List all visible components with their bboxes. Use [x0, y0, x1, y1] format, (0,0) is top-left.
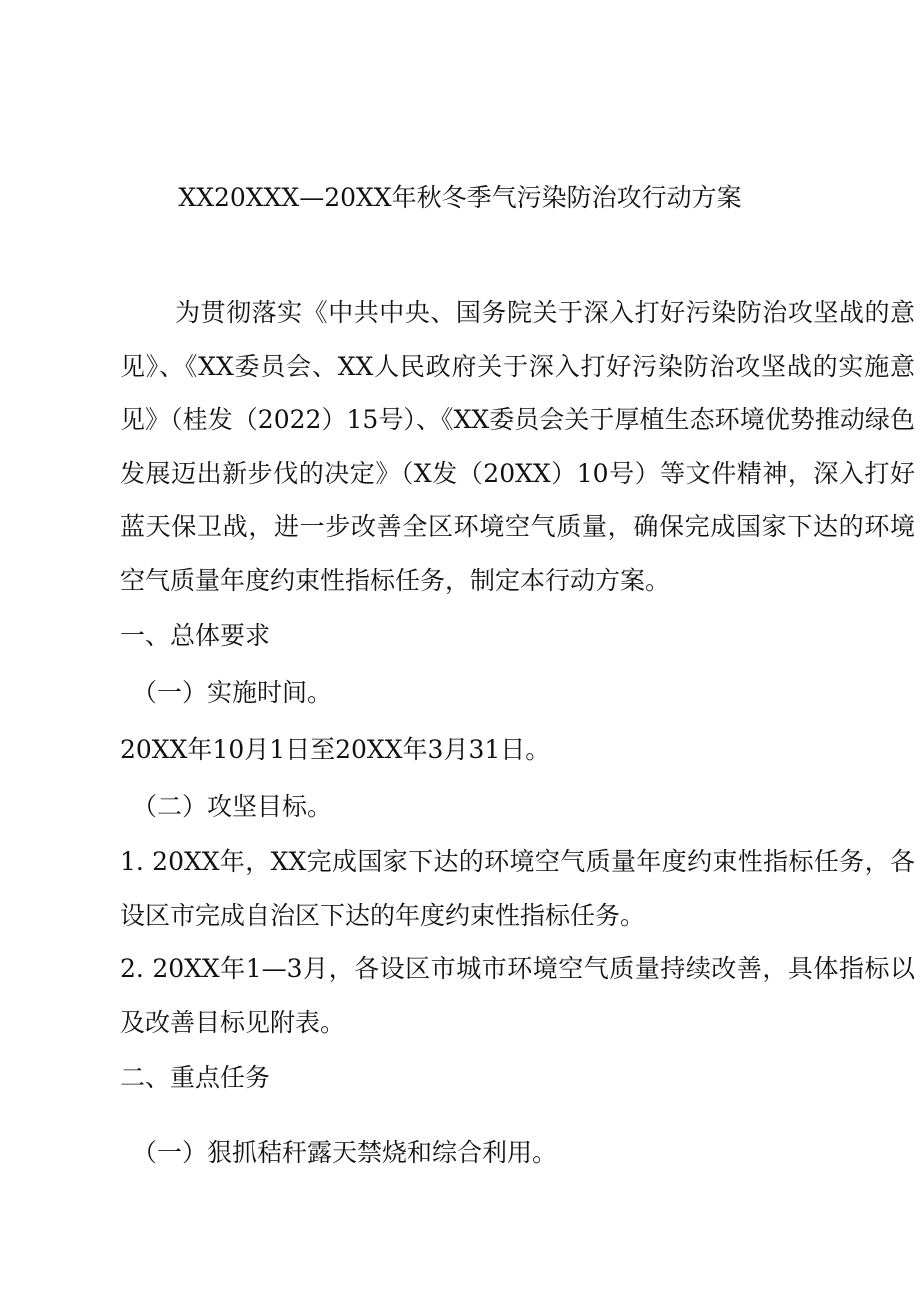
intro-paragraph: 为贯彻落实《中共中央、国务院关于深入打好污染防治攻坚战的意见》、《XX委员会、XX人民政府关于深入打好污染防治攻坚战的实施意见》（桂发（2022）15号）、《XX委员会关于厚植生态环境优势推动绿色发展迈出新步伐的决定》（X发（20XX）10号）等文件精神，深入打好蓝天保卫战，进一步改善全区环境空气质量，确保完成国家下达的环境空气质量年度约束性指标任务，制定本行动方案。: [120, 298, 915, 595]
section-heading-key-tasks: 二、重点任务: [120, 1063, 271, 1092]
subsection-heading-targets: （二）攻坚目标。: [132, 792, 333, 821]
target-item-1: 1. 20XX年，XX完成国家下达的环境空气质量年度约束性指标任务，各设区市完成自治区下达的年度约束性指标任务。: [120, 847, 915, 930]
document-body: [120, 286, 915, 1181]
implementation-time-text: 20XX年10月1日至20XX年3月31日。: [120, 735, 551, 764]
subsection-heading-implementation-time: （一）实施时间。: [132, 678, 333, 707]
document-title: XX20XXX—20XX年秋冬季气污染防治攻行动方案: [178, 183, 742, 212]
target-item-2: 2. 20XX年1—3月，各设区市城市环境空气质量持续改善，具体指标以及改善目标见附表。: [120, 954, 915, 1037]
subsection-heading-straw-burning: （一）狠抓秸秆露天禁烧和综合利用。: [132, 1138, 558, 1167]
section-heading-general-requirements: 一、总体要求: [120, 621, 271, 650]
